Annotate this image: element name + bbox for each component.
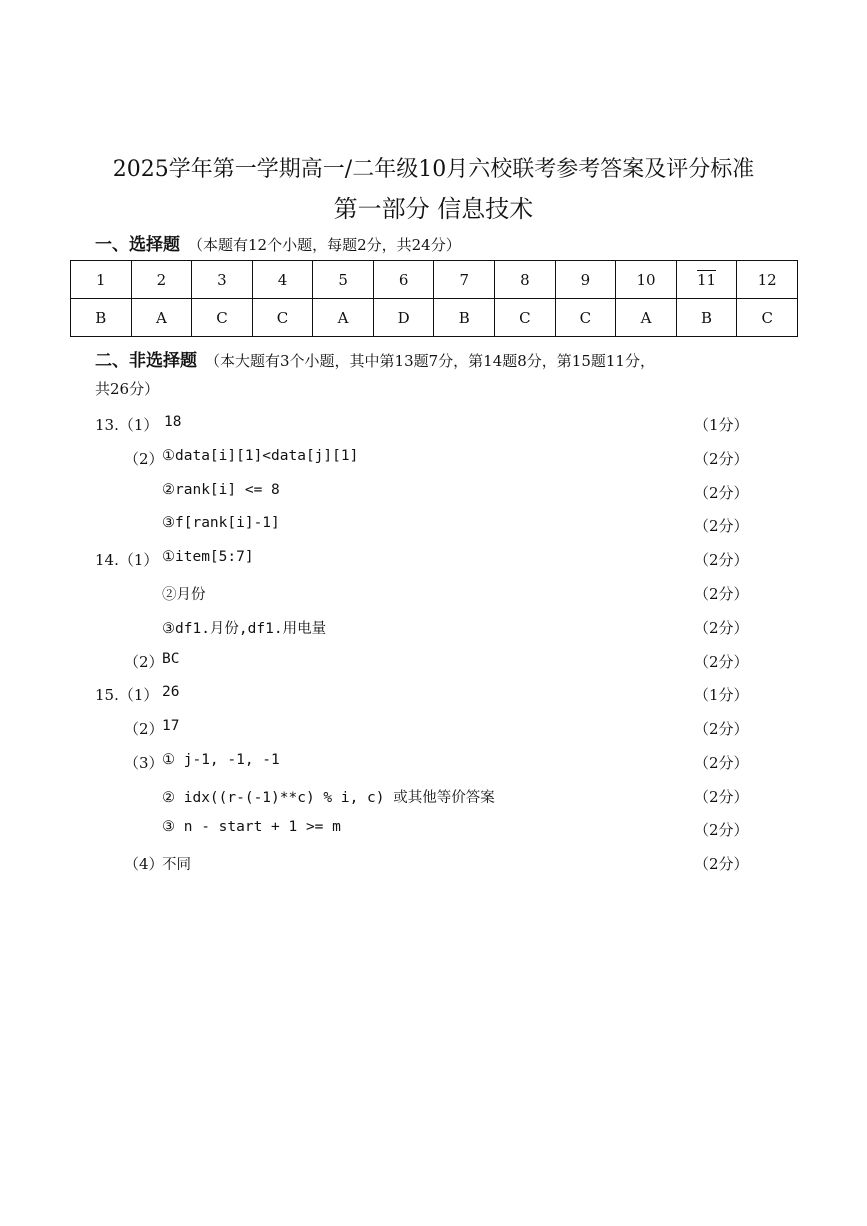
question-number: 5 xyxy=(313,261,374,299)
question-number-row xyxy=(71,261,798,299)
answer-cell: A xyxy=(616,299,677,337)
section-choice-heading xyxy=(95,230,461,255)
item-answer: 18 xyxy=(164,414,182,430)
answer-cell: C xyxy=(555,299,616,337)
item-answer: BC xyxy=(162,651,180,667)
question-number: 10 xyxy=(616,261,677,299)
answer-cell: C xyxy=(737,299,798,337)
answer-cell: A xyxy=(313,299,374,337)
answer-row xyxy=(71,299,798,337)
question-number: 1 xyxy=(71,261,132,299)
answer-cell: B xyxy=(71,299,132,337)
page-subtitle: 第一部分 信息技术 xyxy=(333,195,534,223)
item-label: 15.（1） xyxy=(95,686,159,704)
item-label: 14.（1） xyxy=(95,551,159,569)
item-score: （2分） xyxy=(694,517,749,535)
item-label: （4） xyxy=(124,855,164,873)
question-number: 8 xyxy=(495,261,556,299)
item-answer: ②月份 xyxy=(162,587,206,603)
item-score: （2分） xyxy=(694,754,749,772)
item-answer: ② idx((r-(-1)**c) % i, c) 或其他等价答案 xyxy=(162,790,495,806)
item-score: （2分） xyxy=(694,821,749,839)
section-choice-note: （本题有12个小题，每题2分，共24分） xyxy=(188,236,461,254)
item-answer: 17 xyxy=(162,718,180,734)
question-number: 12 xyxy=(737,261,798,299)
question-number xyxy=(676,261,737,299)
question-number: 4 xyxy=(252,261,313,299)
item-label: （3） xyxy=(124,754,164,772)
item-answer: ②rank[i] <= 8 xyxy=(162,482,280,498)
item-label: （2） xyxy=(124,653,164,671)
item-answer: 26 xyxy=(162,684,180,700)
answer-table xyxy=(70,260,798,337)
item-score: （2分） xyxy=(694,585,749,603)
item-answer: ③f[rank[i]-1] xyxy=(162,515,280,531)
question-number: 6 xyxy=(373,261,434,299)
question-number-11: 11 xyxy=(697,271,717,289)
item-answer: ③df1.月份,df1.用电量 xyxy=(162,621,327,637)
item-answer: ①item[5:7] xyxy=(162,549,254,565)
question-number: 3 xyxy=(192,261,253,299)
item-score: （1分） xyxy=(694,416,749,434)
item-answer: ③ n - start + 1 >= m xyxy=(162,819,341,835)
question-number: 9 xyxy=(555,261,616,299)
item-score: （2分） xyxy=(694,551,749,569)
item-score: （2分） xyxy=(694,855,749,873)
item-label: （2） xyxy=(124,720,164,738)
answer-cell: B xyxy=(676,299,737,337)
answer-cell: C xyxy=(252,299,313,337)
page-title: 2025学年第一学期高一/二年级10月六校联考参考答案及评分标准 xyxy=(112,157,755,182)
item-score: （2分） xyxy=(694,720,749,738)
item-score: （2分） xyxy=(694,619,749,637)
item-score: （1分） xyxy=(694,686,749,704)
item-label: （2） xyxy=(124,450,164,468)
question-number: 2 xyxy=(131,261,192,299)
item-answer: ①data[i][1]<data[j][1] xyxy=(162,448,359,464)
item-score: （2分） xyxy=(694,788,749,806)
answer-cell: C xyxy=(495,299,556,337)
item-score: （2分） xyxy=(694,484,749,502)
section-open-note-cont: 共26分） xyxy=(95,380,160,398)
question-number: 7 xyxy=(434,261,495,299)
item-score: （2分） xyxy=(694,450,749,468)
item-answer: 不同 xyxy=(162,857,191,873)
section-choice-label: 一、选择题 xyxy=(95,235,180,255)
section-open-label: 二、非选择题 xyxy=(95,351,197,371)
item-answer: ① j-1, -1, -1 xyxy=(162,752,280,768)
section-open-heading xyxy=(95,346,655,371)
section-open-note: （本大题有3个小题，其中第13题7分，第14题8分，第15题11分， xyxy=(205,352,655,370)
answer-cell: B xyxy=(434,299,495,337)
answer-cell: D xyxy=(373,299,434,337)
item-label: 13.（1） xyxy=(95,416,159,434)
item-score: （2分） xyxy=(694,653,749,671)
answer-cell: C xyxy=(192,299,253,337)
answer-cell: A xyxy=(131,299,192,337)
